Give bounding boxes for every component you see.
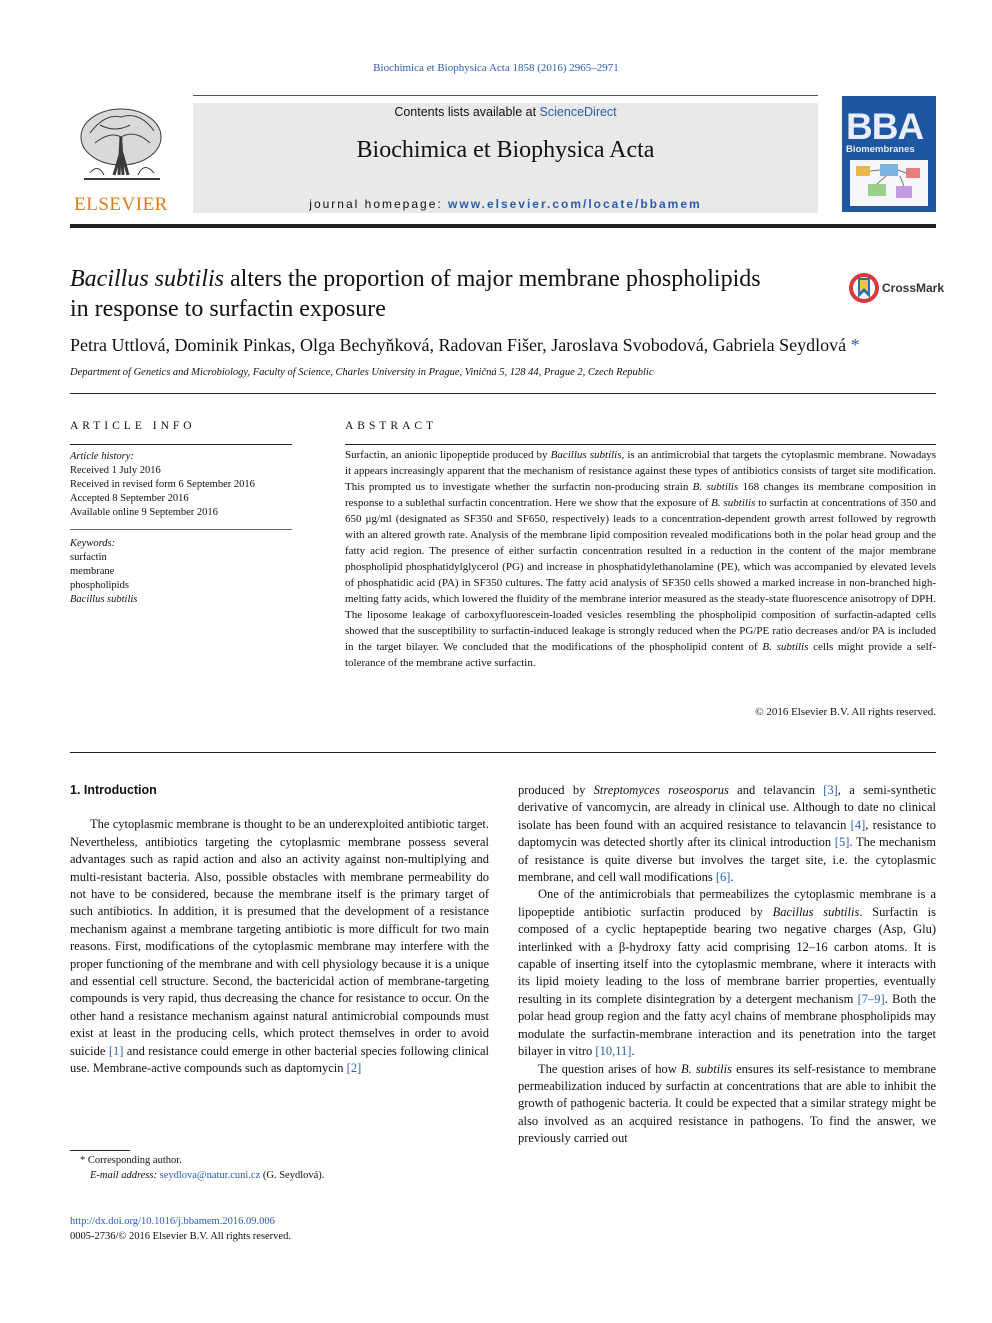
left-column: [70, 782, 489, 1078]
article-info-rule: [70, 444, 292, 445]
ref-link[interactable]: [7–9]: [857, 991, 885, 1006]
journal-banner: [193, 103, 818, 213]
corresponding-author-note: * Corresponding author.: [80, 1155, 182, 1166]
email-note: E-mail address: seydlova@natur.cuni.cz (G. Seydlová).: [90, 1170, 325, 1181]
history-label: Article history:: [70, 451, 134, 462]
keyword-item: Bacillus subtilis: [70, 594, 138, 605]
ref-link[interactable]: [1]: [108, 1043, 124, 1058]
ref-link[interactable]: [5]: [834, 835, 850, 850]
corresponding-author-link[interactable]: *: [850, 335, 860, 355]
title-line1: alters the proportion of major membrane phospholipids: [224, 266, 761, 292]
email-link[interactable]: seydlova@natur.cuni.cz: [159, 1170, 261, 1181]
keyword-item: phospholipids: [70, 580, 129, 591]
keywords: [70, 537, 292, 607]
banner-top-rule: [193, 95, 818, 96]
abstract-heading: ABSTRACT: [345, 420, 438, 432]
history-received: Received 1 July 2016: [70, 465, 161, 476]
abstract-copyright: © 2016 Elsevier B.V. All rights reserved.: [755, 706, 936, 718]
abstract-rule: [345, 444, 936, 445]
authors-text: Petra Uttlová, Dominik Pinkas, Olga Bechyňková, Radovan Fišer, Jaroslava Svobodová, Gabriela Seydlová: [70, 335, 847, 355]
crossmark-icon: [848, 272, 880, 304]
ref-link[interactable]: [10,11]: [595, 1044, 632, 1059]
abstract-text: Surfactin, an anionic lipopeptide produced by Bacillus subtilis, is an antimicrobial that targets the cytoplasmic membrane. Nowadays it appears increasingly apparent that the mechanism of resistance against these types of antibiotics consists of target site modification. This prompted us to investigate whether the surfactin non-producing strain B. subtilis 168 changes its membrane composition in response to a sublethal surfactin concentration. Here we show that the exposure of B. subtilis to surfactin at concentrations of 350 and 650 μg/ml (designated as SF350 and SF650, respectively) leads to a concentration-dependent growth arrest followed by regrowth with an altered growth rate. Analysis of the membrane lipid composition revealed modifications both in the polar head group and the fatty acid region. The presence of either surfactin concentration resulted in a reduction in the content of the major membrane phospholipid phosphatidylglycerol (PG) and increase in phosphatidylethanolamine (PE), which was accompanied by elevated levels of phosphatidic acid (PA) in SF350 cultures. The fatty acid analysis of SF350 cells showed a marked increase in non-branched high-melting fatty acids, which lowered the fluidity of the membrane interior measured as the steady-state fluorescence anisotropy of DPH. The liposome leakage of carboxyfluorescein-loaded vesicles resembling the phospholipid composition of surfactin-adapted cells showed that the susceptibility to surfactin-induced leakage is strongly reduced when the PG/PE ratio decreases and/or PA is included in the target bilayer. We concluded that the modifications of the phospholipid content of B. subtilis cells might provide a self-tolerance of the membrane active surfactin.: [345, 449, 937, 669]
contents-prefix: Contents lists available at: [394, 105, 540, 119]
history-online: Available online 9 September 2016: [70, 507, 218, 518]
ref-link[interactable]: [6]: [715, 870, 731, 885]
page-footer: [70, 1214, 291, 1244]
journal-title: Biochimica et Biophysica Acta: [356, 137, 655, 163]
intro-paragraph-1: The cytoplasmic membrane is thought to be an underexploited antibiotic target. Nevertheless, antibiotics targeting the cytoplasmic membrane possess several advantages such as rapid action and also an activity against non-multiplying and multi-resistant bacteria. Also, possible obstacles with membrane permeability do not have to be considered, because the membrane itself is the primary target of such antibiotics. In addition, it is presumed that the development of a resistance mechanism against a membrane targeting antibiotic is more difficult for two main reasons. First, modifications of the cytoplasmic membrane may interfere with the proper functioning of the membrane and with cell physiology because it is a unique and essential cell structure. Second, the bactericidal action of membrane-targeting compounds is very rapid, thus decreasing the chance for resistance to occur. On the other hand a resistance mechanism against natural antimicrobial compounds must exist at least in the producing cells, which protect themselves in order to avoid suicide [1] and resistance could emerge in other bacterial species following clinical use. Membrane-active compounds such as daptomycin [2]: [70, 817, 489, 1076]
issn-line: 0005-2736/© 2016 Elsevier B.V. All rights reserved.: [70, 1231, 291, 1242]
cover-title: BBA: [846, 106, 924, 147]
keywords-label: Keywords:: [70, 538, 116, 549]
journal-cover[interactable]: [842, 96, 936, 212]
article-info-heading: ARTICLE INFO: [70, 420, 196, 432]
intro-paragraph-2: One of the antimicrobials that permeabilizes the cytoplasmic membrane is a lipopeptide antibiotic surfactin produced by Bacillus subtilis. Surfactin is composed of a cyclic heptapeptide bearing two negative charges (Asp, Glu) interlinked with a β-hydroxy fatty acid comprising 12–16 carbon atoms. It is capable of inserting itself into the cytoplasmic membrane, where it interacts with its lipid moiety leading to the loss of membrane barrier properties, eventually resulting in its complete disintegration by a detergent mechanism [7–9]. Both the polar head group region and the fatty acyl chains of membrane phospholipids may modulate the surfactin-membrane interaction and its penetration into the target bilayer in vitro [10,11].: [518, 887, 936, 1059]
homepage-label: journal homepage:: [309, 197, 449, 211]
history-accepted: Accepted 8 September 2016: [70, 493, 189, 504]
ref-link[interactable]: [3]: [823, 783, 838, 797]
cover-figure: [850, 160, 928, 206]
keywords-rule: [70, 529, 292, 530]
doi-link[interactable]: http://dx.doi.org/10.1016/j.bbamem.2016.09.006: [70, 1216, 275, 1227]
header-rule: [70, 224, 936, 228]
homepage-link[interactable]: www.elsevier.com/locate/bbamem: [448, 197, 702, 211]
title-italic-part: Bacillus subtilis: [70, 266, 225, 292]
footnote-rule: [70, 1150, 130, 1151]
history-revised: Received in revised form 6 September 2016: [70, 479, 255, 490]
footnote: [70, 1153, 490, 1183]
affiliation: Department of Genetics and Microbiology, Faculty of Science, Charles University in Prague, Viničná 5, 128 44, Prague 2, Czech Republic: [70, 367, 654, 378]
journal-reference[interactable]: Biochimica et Biophysica Acta 1858 (2016) 2965–2971: [373, 62, 619, 74]
ref-link[interactable]: [4]: [850, 817, 866, 832]
contents-line: [193, 105, 818, 119]
sciencedirect-link[interactable]: ScienceDirect: [539, 105, 617, 119]
article-history: [70, 450, 292, 520]
section-heading-introduction: 1. Introduction: [70, 783, 157, 797]
title-line2: in response to surfactin exposure: [70, 296, 386, 322]
journal-homepage: [193, 197, 818, 211]
author-list: [70, 335, 936, 356]
elsevier-wordmark: ELSEVIER: [74, 194, 168, 215]
ref-link[interactable]: [2]: [346, 1061, 362, 1076]
intro-paragraph-3: The question arises of how B. subtilis ensures its self-resistance to membrane permeabilization induced by surfactin at concentrations that are able to inhibit the growth of pathogenic bacteria. It could be expected that a similar strategy might be also involved as an acquired resistance in pathogens. To find the answer, we previously carried out: [518, 1061, 936, 1146]
cover-subtitle: Biomembranes: [846, 144, 915, 155]
keyword-item: membrane: [70, 566, 115, 577]
article-title: [70, 264, 810, 324]
authors-rule: [70, 393, 936, 394]
keyword-item: surfactin: [70, 552, 107, 563]
crossmark-badge[interactable]: [848, 270, 945, 306]
right-column: [518, 782, 936, 1148]
body-rule: [70, 752, 936, 753]
intro-paragraph-1-cont: produced by Streptomyces roseosporus and telavancin [3], a semi-synthetic derivative of vancomycin, are already in clinical use. Although to date no clinical isolate has been found with an acquired resistance to telavancin [4], resistance to daptomycin was detected shortly after its clinical introduction [5]. The mechanism of resistance is quite diverse but involves the target site, i.e. the cytoplasmic membrane, and cell wall modifications [6].: [518, 783, 936, 885]
crossmark-label: CrossMark: [882, 281, 945, 295]
